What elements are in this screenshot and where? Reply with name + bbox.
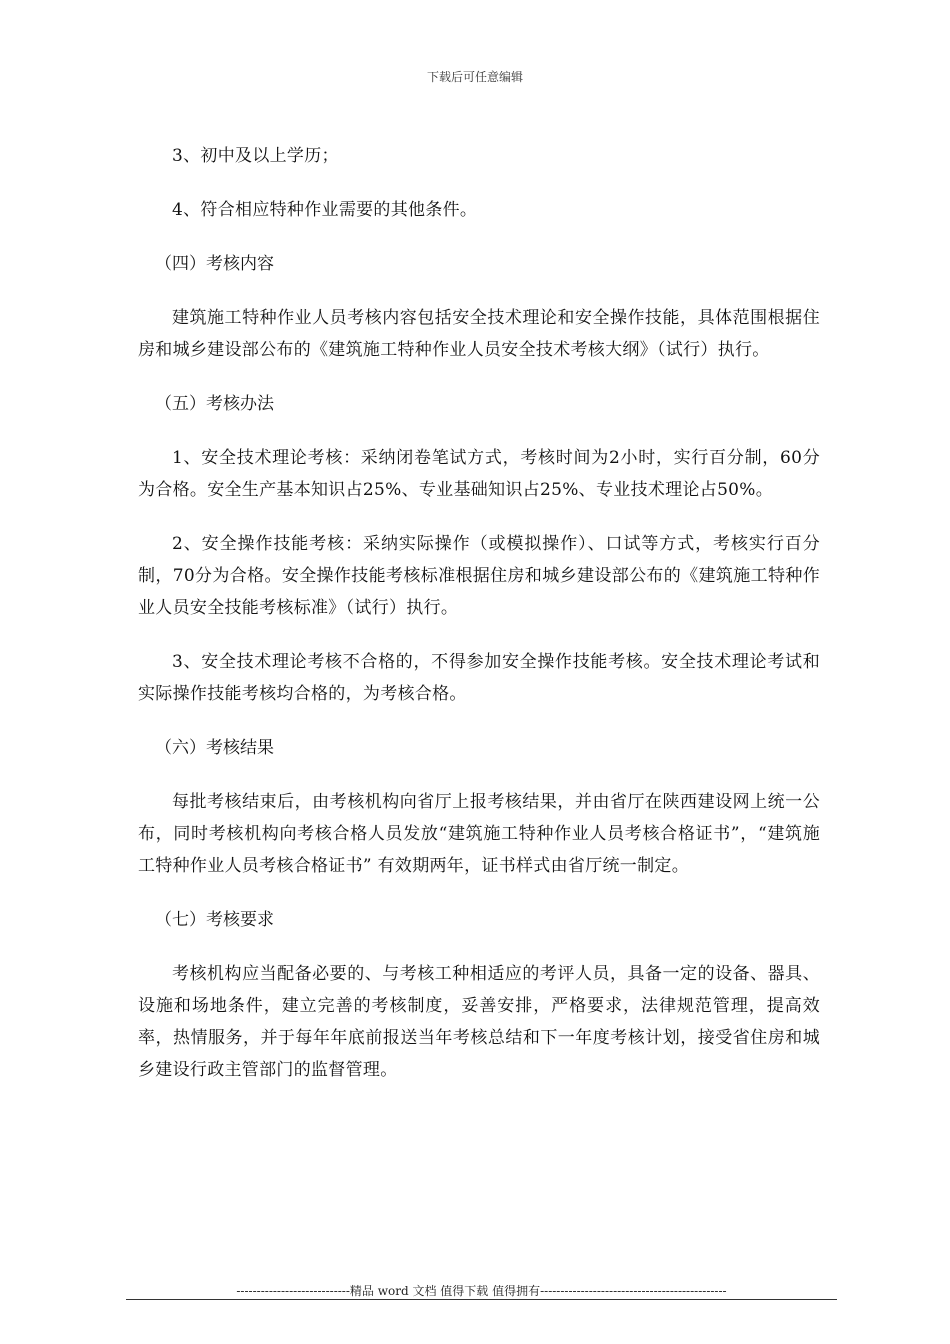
document-body	[138, 140, 820, 1086]
paragraph-assessment-content: 建筑施工特种作业人员考核内容包括安全技术理论和安全操作技能，具体范围根据住房和城乡建设部公布的《建筑施工特种作业人员安全技术考核大纲》（试行）执行。	[138, 308, 820, 360]
page-footer: ----------------------------精品 word 文档 值得下载 值得拥有----------------------------------------------	[236, 1284, 727, 1298]
section-heading-6: （六）考核结果	[155, 738, 274, 758]
paragraph-item-4: 4、符合相应特种作业需要的其他条件。	[172, 200, 478, 220]
section-heading-7: （七）考核要求	[155, 910, 274, 930]
paragraph-method-3: 3、安全技术理论考核不合格的，不得参加安全操作技能考核。安全技术理论考试和实际操作技能考核均合格的，为考核合格。	[138, 652, 820, 704]
section-heading-4: （四）考核内容	[155, 254, 274, 274]
paragraph-results: 每批考核结束后，由考核机构向省厅上报考核结果，并由省厅在陕西建设网上统一公布，同时考核机构向考核合格人员发放“建筑施工特种作业人员考核合格证书”，“建筑施工特种作业人员考核合格证书” 有效期两年，证书样式由省厅统一制定。	[138, 792, 820, 876]
paragraph-method-1: 1、安全技术理论考核：采纳闭卷笔试方式，考核时间为2小时，实行百分制，60分为合格。安全生产基本知识占25%、专业基础知识占25%、专业技术理论占50%。	[138, 448, 820, 500]
paragraph-method-2: 2、安全操作技能考核：采纳实际操作（或模拟操作）、口试等方式，考核实行百分制，70分为合格。安全操作技能考核标准根据住房和城乡建设部公布的《建筑施工特种作业人员安全技能考核标准》（试行）执行。	[138, 534, 820, 618]
page-header: 下载后可任意编辑	[426, 70, 523, 84]
footer-divider	[126, 1299, 837, 1300]
section-heading-5: （五）考核办法	[155, 394, 274, 414]
paragraph-item-3: 3、初中及以上学历；	[172, 146, 339, 166]
paragraph-requirements: 考核机构应当配备必要的、与考核工种相适应的考评人员，具备一定的设备、器具、设施和场地条件，建立完善的考核制度，妥善安排，严格要求，法律规范管理，提高效率，热情服务，并于每年年底前报送当年考核总结和下一年度考核计划，接受省住房和城乡建设行政主管部门的监督管理。	[138, 964, 820, 1080]
